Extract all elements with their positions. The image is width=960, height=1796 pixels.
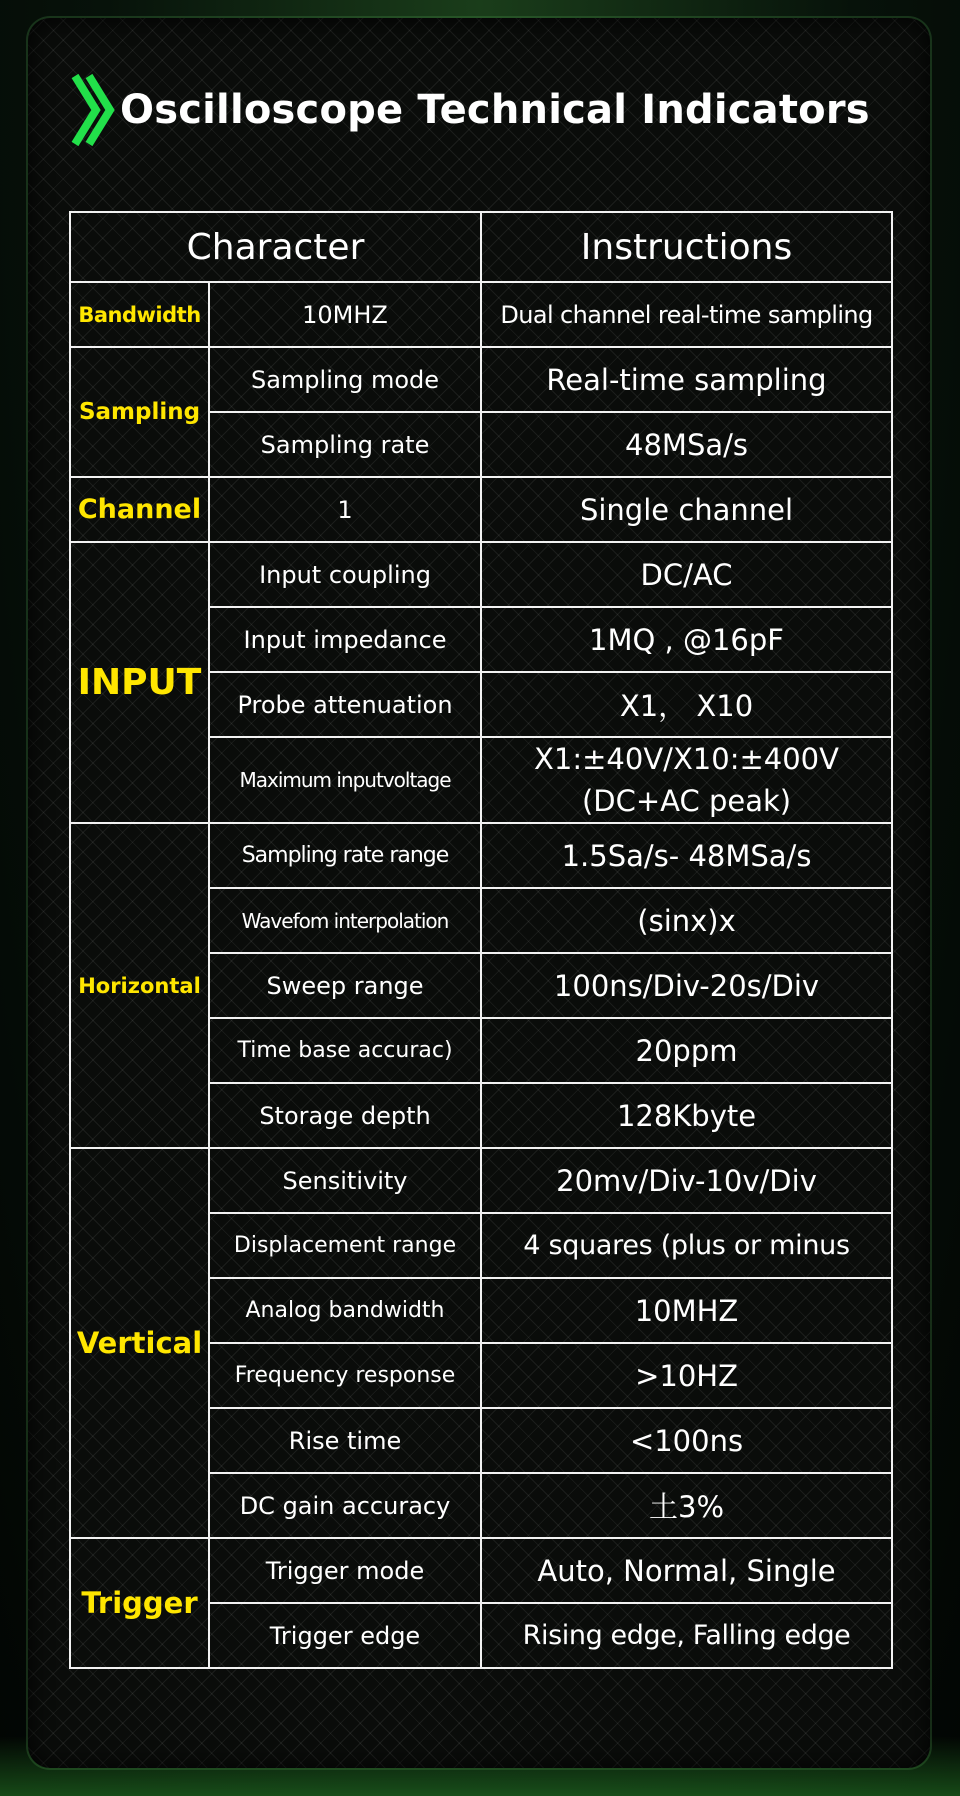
character-cell: Input coupling (209, 542, 481, 607)
character-cell: Trigger edge (209, 1603, 481, 1668)
title-row (70, 70, 870, 150)
instruction-cell (481, 737, 892, 823)
character-cell: Frequency response (209, 1343, 481, 1408)
character-cell: Time base accurac) (209, 1018, 481, 1083)
category-vertical: Vertical (70, 1148, 209, 1538)
table-row (70, 282, 892, 347)
character-cell: Storage depth (209, 1083, 481, 1148)
character-cell: 1 (209, 477, 481, 542)
instruction-cell: Auto, Normal, Single (481, 1538, 892, 1603)
instruction-cell: 128Kbyte (481, 1083, 892, 1148)
instruction-cell: Dual channel real-time sampling (481, 282, 892, 347)
instruction-cell: 100ns/Div-20s/Div (481, 953, 892, 1018)
category-channel: Channel (70, 477, 209, 542)
instruction-cell: 20mv/Div-10v/Div (481, 1148, 892, 1213)
category-horizontal: Horizontal (70, 823, 209, 1148)
category-trigger: Trigger (70, 1538, 209, 1668)
page-title: Oscilloscope Technical Indicators (120, 87, 870, 133)
instruction-cell: Rising edge, Falling edge (481, 1603, 892, 1668)
instruction-cell: X1， X10 (481, 672, 892, 737)
instruction-cell: >10HZ (481, 1343, 892, 1408)
category-sampling: Sampling (70, 347, 209, 477)
character-cell: Rise time (209, 1408, 481, 1473)
character-cell: Sampling mode (209, 347, 481, 412)
instruction-cell: 土3% (481, 1473, 892, 1538)
table-row (70, 477, 892, 542)
header-character: Character (70, 212, 481, 282)
header-instructions: Instructions (481, 212, 892, 282)
character-cell: Sampling rate range (209, 823, 481, 888)
category-input: INPUT (70, 542, 209, 823)
character-cell: 10MHZ (209, 282, 481, 347)
character-cell: Input impedance (209, 607, 481, 672)
character-cell: Probe attenuation (209, 672, 481, 737)
spec-table (69, 211, 893, 1669)
character-cell: Displacement range (209, 1213, 481, 1278)
table-row (70, 1148, 892, 1213)
category-bandwidth: Bandwidth (70, 282, 209, 347)
character-cell: Trigger mode (209, 1538, 481, 1603)
character-cell: Analog bandwidth (209, 1278, 481, 1343)
instruction-line: (DC+AC peak) (581, 784, 792, 818)
table-row (70, 347, 892, 412)
instruction-cell: 48MSa/s (481, 412, 892, 477)
instruction-cell: 1.5Sa/s- 48MSa/s (481, 823, 892, 888)
instruction-cell: (sinx)x (481, 888, 892, 953)
instruction-cell: 1MQ , @16pF (481, 607, 892, 672)
double-chevron-right-icon (70, 70, 116, 150)
character-cell: Sensitivity (209, 1148, 481, 1213)
character-cell: Sampling rate (209, 412, 481, 477)
table-row (70, 1538, 892, 1603)
character-cell: Sweep range (209, 953, 481, 1018)
table-row (70, 823, 892, 888)
instruction-cell: DC/AC (481, 542, 892, 607)
instruction-cell: Single channel (481, 477, 892, 542)
character-cell: Maximum inputvoltage (209, 737, 481, 823)
instruction-cell: <100ns (481, 1408, 892, 1473)
character-cell: DC gain accuracy (209, 1473, 481, 1538)
character-cell: Wavefom interpolation (209, 888, 481, 953)
instruction-cell: 4 squares (plus or minus (481, 1213, 892, 1278)
instruction-line: X1:±40V/X10:±400V (534, 742, 839, 776)
table-row (70, 542, 892, 607)
instruction-cell: 20ppm (481, 1018, 892, 1083)
instruction-cell: Real-time sampling (481, 347, 892, 412)
instruction-cell: 10MHZ (481, 1278, 892, 1343)
table-header-row (70, 212, 892, 282)
